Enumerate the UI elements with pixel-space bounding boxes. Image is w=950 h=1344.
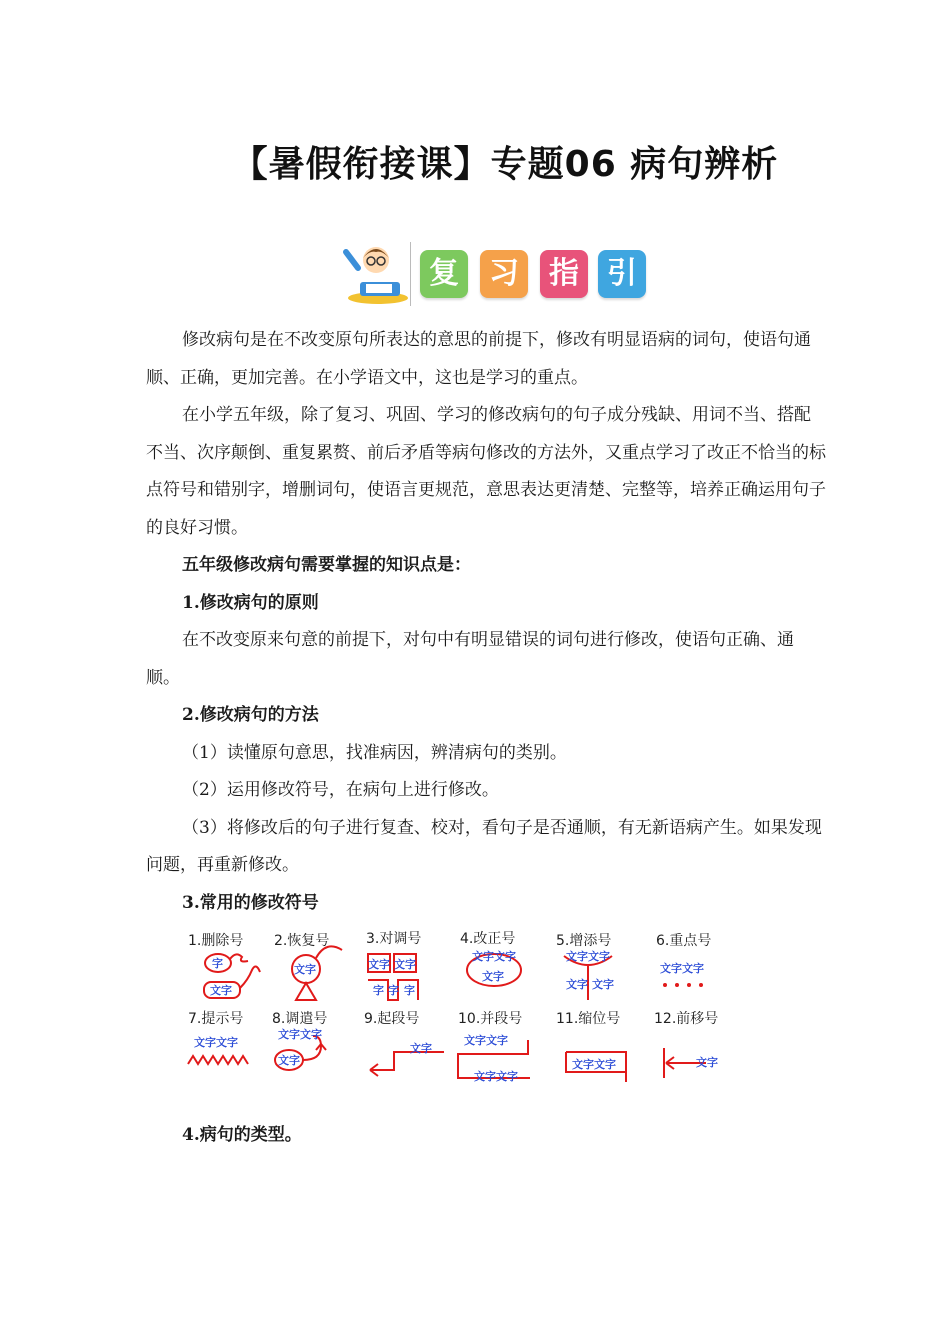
mark-text: 文字 — [278, 1054, 300, 1067]
section-1-body: 在不改变原来句意的前提下，对句中有明显错误的词句进行修改，使语句正确、通顺。 — [146, 630, 794, 688]
symbol-label: 7.提示号 — [188, 1011, 244, 1027]
mark-text: 文字 — [696, 1056, 718, 1069]
tile-char: 习 — [489, 256, 519, 291]
mark-text: 字 — [388, 984, 399, 997]
section-3-title: 3.常用的修改符号 — [182, 892, 319, 913]
tile-char: 复 — [429, 256, 459, 291]
mark-text: 文字文字 — [278, 1028, 322, 1041]
tile-fu — [420, 250, 468, 298]
intro-text — [146, 322, 826, 922]
tile-char: 引 — [607, 256, 637, 291]
tile-yin — [598, 250, 646, 298]
method-item: （2）运用修改符号，在病句上进行修改。 — [182, 780, 499, 800]
intro-paragraph: 修改病句是在不改变原句所表达的意思的前提下，修改有明显语病的词句，使语句通顺、正确，更加完善。在小学语文中，这也是学习的重点。 — [146, 330, 811, 388]
paragraph-mark — [370, 1052, 444, 1076]
symbol-label: 2.恢复号 — [274, 933, 330, 949]
knowledge-heading: 五年级修改病句需要掌握的知识点是： — [182, 555, 471, 575]
mark-text: 文字文字 — [566, 950, 610, 963]
mark-text: 文字 — [394, 958, 416, 971]
section-2-title: 2.修改病句的方法 — [182, 705, 319, 725]
section-1-title: 1.修改病句的原则 — [182, 592, 319, 613]
mark-text: 文字文字 — [472, 950, 516, 963]
restore-mark — [296, 983, 316, 1000]
symbol-label: 11.缩位号 — [556, 1011, 621, 1027]
symbol-label: 12.前移号 — [654, 1011, 719, 1027]
revision-marks-art — [182, 922, 742, 1092]
symbol-label: 9.起段号 — [364, 1011, 420, 1027]
method-item: （3）将修改后的句子进行复查、校对，看句子是否通顺，有无新语病产生。如果发现问题，再重新修改。 — [146, 817, 822, 875]
mark-text: 文字文字 — [572, 1058, 616, 1071]
symbol-label: 6.重点号 — [656, 933, 712, 949]
restore-mark — [316, 946, 342, 958]
tile-zhi — [540, 250, 588, 298]
delete-mark — [240, 966, 260, 988]
emphasis-dots — [663, 983, 703, 987]
delete-mark — [230, 954, 248, 961]
symbol-label: 3.对调号 — [366, 931, 422, 947]
mark-text: 文字 — [566, 978, 588, 991]
mark-text: 字 — [373, 984, 384, 997]
section-4-title: 4.病句的类型。 — [182, 1125, 302, 1145]
revision-symbols-figure — [182, 922, 742, 1092]
hint-mark — [188, 1056, 248, 1064]
mark-text: 文字 — [294, 963, 316, 976]
mark-text: 文字 — [210, 984, 232, 997]
mark-text: 文字 — [368, 958, 390, 971]
mark-text: 文字文字 — [474, 1070, 518, 1083]
symbol-label: 5.增添号 — [556, 933, 612, 949]
review-guide-banner — [342, 238, 662, 308]
mark-text: 文字文字 — [464, 1034, 508, 1047]
symbol-label: 8.调遣号 — [272, 1011, 328, 1027]
symbol-label: 1.删除号 — [188, 933, 244, 949]
mark-text: 文字文字 — [660, 962, 704, 975]
tile-char: 指 — [549, 256, 579, 291]
mark-text: 文字文字 — [194, 1036, 238, 1049]
banner-divider — [410, 242, 411, 306]
symbol-label: 4.改正号 — [460, 931, 516, 947]
page-title: 【暑假衔接课】专题06 病句辨析 — [231, 144, 779, 185]
method-item: （1）读懂原句意思，找准病因，辨清病句的类别。 — [182, 742, 567, 763]
mark-text: 文字 — [482, 970, 504, 983]
tile-xi — [480, 250, 528, 298]
mark-text: 字 — [404, 984, 415, 997]
mark-text: 文字 — [410, 1042, 432, 1055]
mark-text: 文字 — [592, 978, 614, 991]
student-reading-icon — [342, 238, 412, 306]
intro-paragraph: 在小学五年级，除了复习、巩固、学习的修改病句的句子成分残缺、用词不当、搭配不当、次序颠倒、重复累赘、前后矛盾等病句修改的方法外，又重点学习了改正不恰当的标点符号和错别字，增删词句，使语言更规范，意思表达更清楚、完整等，培养正确运用句子的良好习惯。 — [146, 405, 826, 538]
symbol-label: 10.并段号 — [458, 1011, 523, 1027]
mark-text: 字 — [212, 957, 223, 970]
